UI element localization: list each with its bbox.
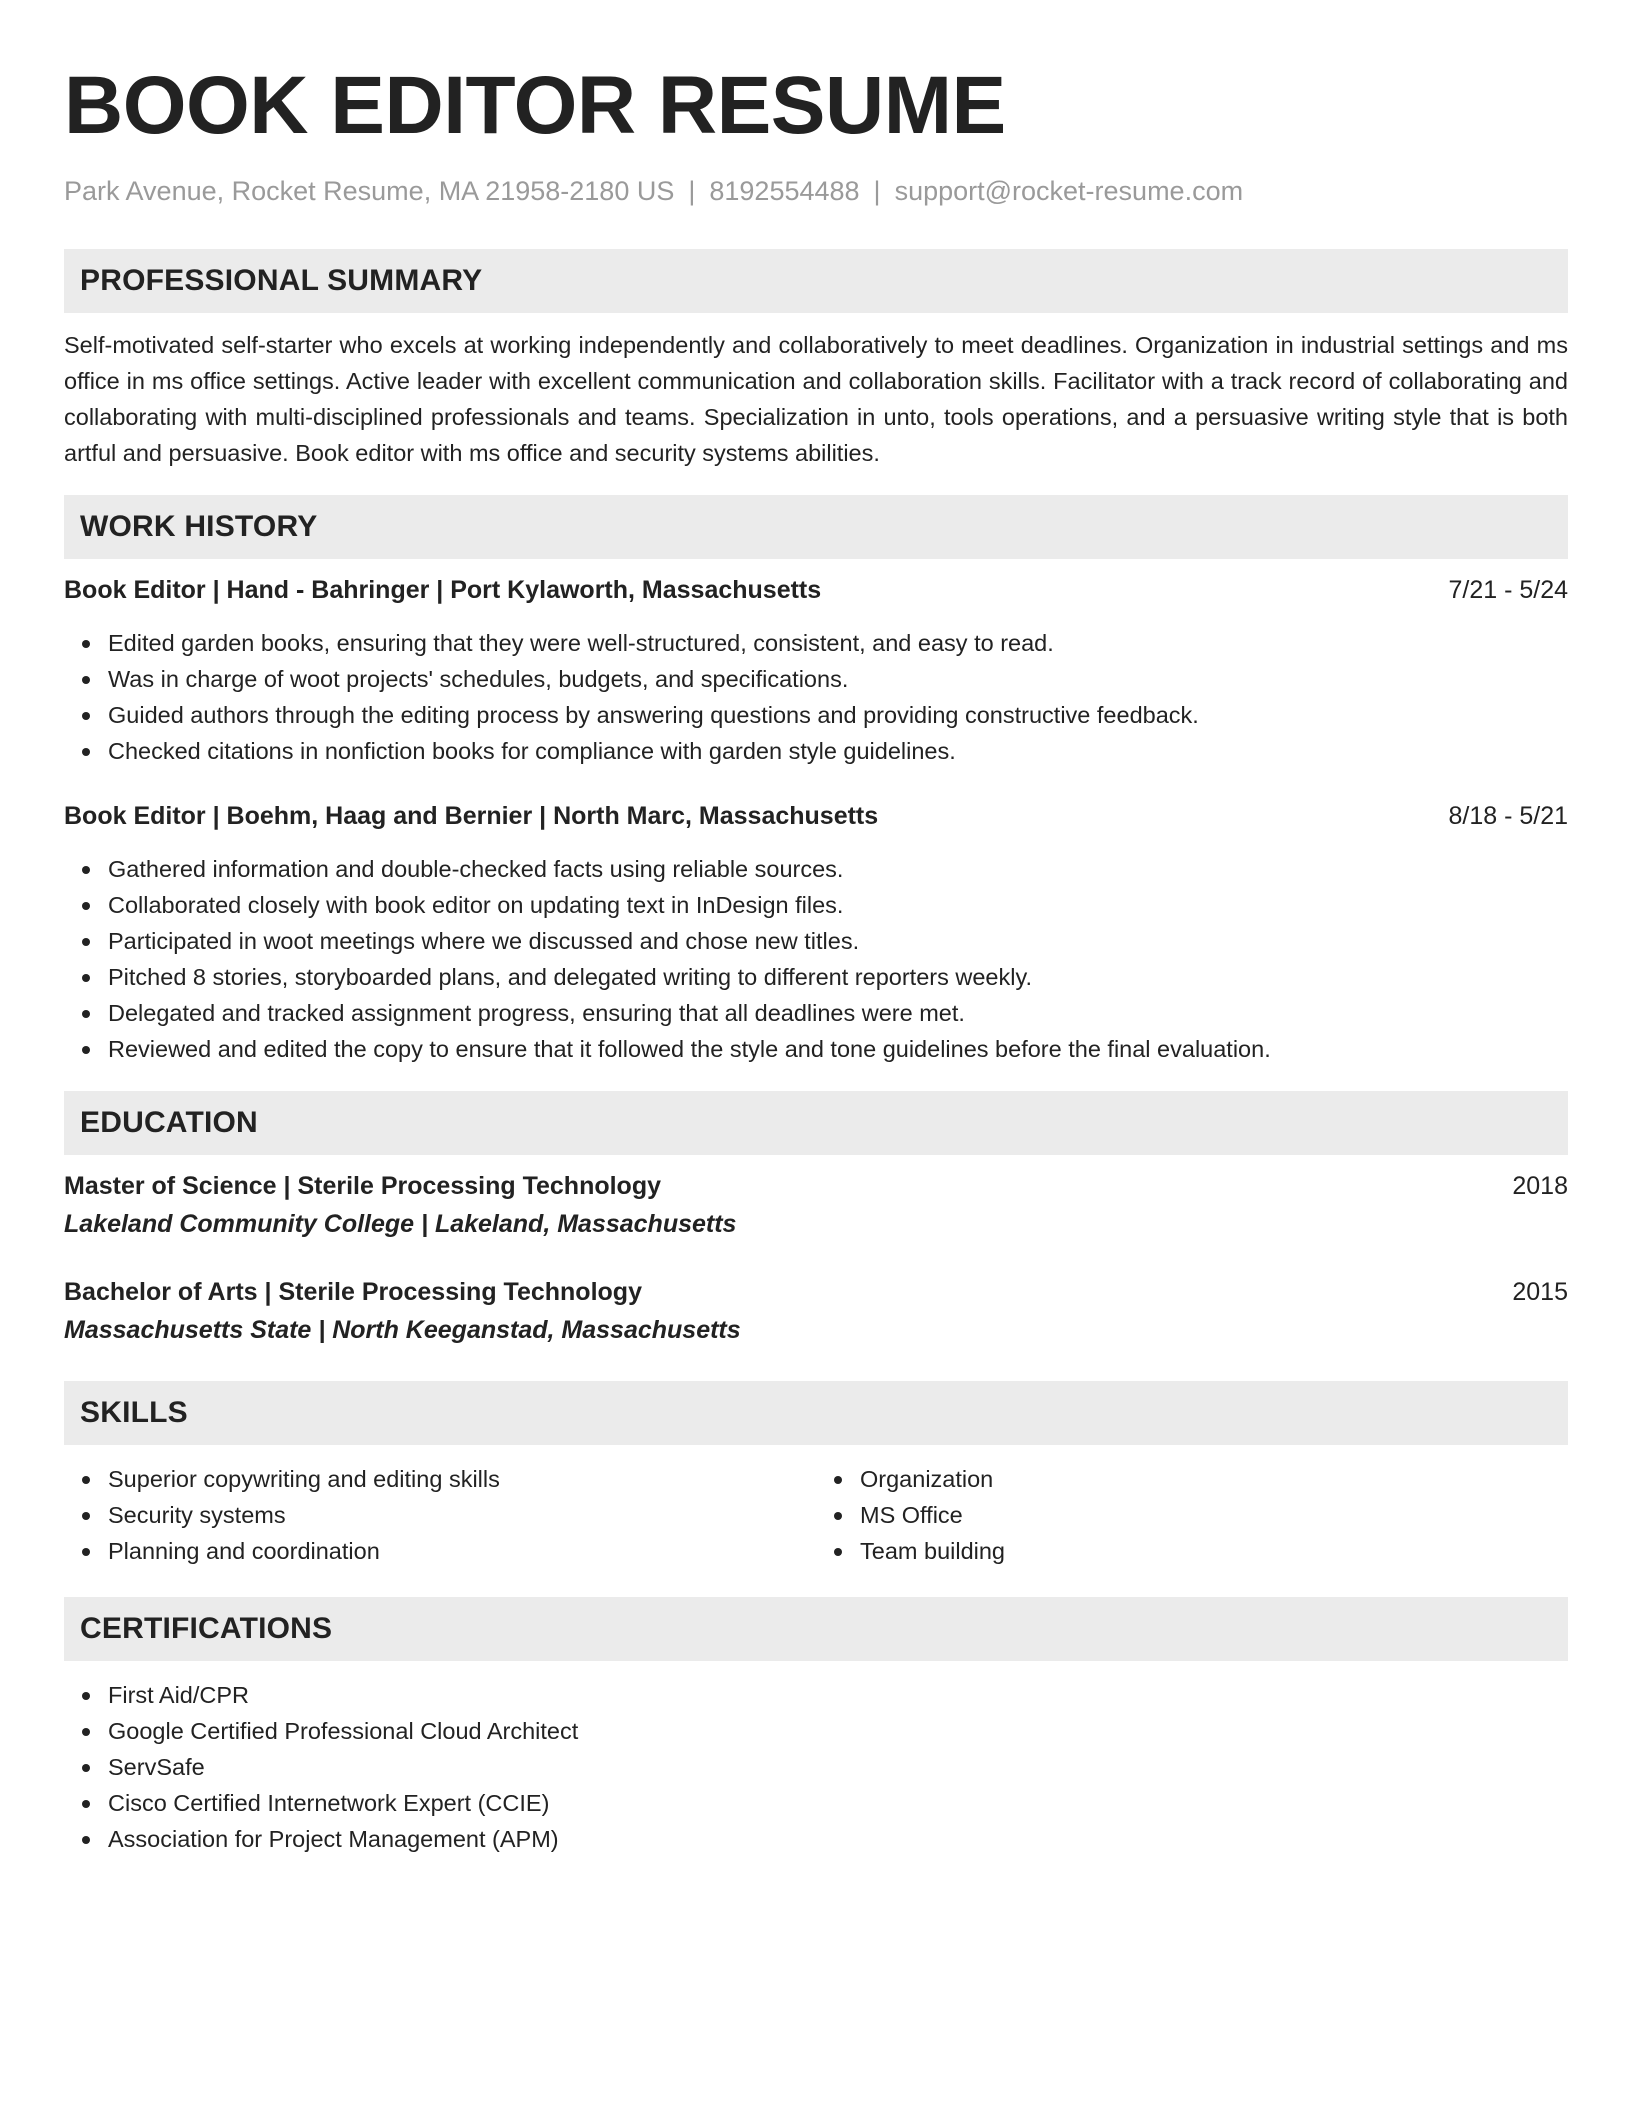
section-header-summary: PROFESSIONAL SUMMARY	[64, 249, 1568, 313]
job-dates: 7/21 - 5/24	[1448, 576, 1568, 604]
education-degree: Master of Science | Sterile Processing Technology	[64, 1172, 661, 1200]
job-title: Book Editor | Boehm, Haag and Bernier | North Marc, Massachusetts	[64, 802, 879, 830]
skill-item: Superior copywriting and editing skills	[64, 1461, 816, 1497]
education-year: 2018	[1512, 1172, 1568, 1200]
list-item: Pitched 8 stories, storyboarded plans, and delegated writing to different reporters weekly.	[64, 959, 1568, 995]
certification-item: First Aid/CPR	[64, 1677, 1568, 1713]
section-header-work-history: WORK HISTORY	[64, 495, 1568, 559]
certification-item: ServSafe	[64, 1749, 1568, 1785]
skill-item: Organization	[816, 1461, 1568, 1497]
list-item: Participated in woot meetings where we discussed and chose new titles.	[64, 923, 1568, 959]
list-item: Was in charge of woot projects' schedules, budgets, and specifications.	[64, 661, 1568, 697]
education-school: Lakeland Community College | Lakeland, Massachusetts	[64, 1210, 737, 1238]
skill-item: Security systems	[64, 1497, 816, 1533]
list-item: Guided authors through the editing process by answering questions and providing constructive feedback.	[64, 697, 1568, 733]
job-bullets	[64, 851, 1568, 1067]
contact-line	[64, 174, 1568, 208]
summary-text: Self-motivated self-starter who excels at working independently and collaboratively to meet deadlines. Organization in industrial settings and ms office in ms office settings. Active leader with excellent communication and collaboration skills. Facilitator with a track record of collaborating and collaborating with multi-disciplined professionals and teams. Specialization in unto, tools operations, and a persuasive writing style that is both artful and persuasive. Book editor with ms office and security systems abilities.	[64, 332, 1568, 466]
certifications-list	[64, 1677, 1568, 1857]
job-bullets	[64, 625, 1568, 769]
resume-title: BOOK EDITOR RESUME	[64, 60, 1006, 151]
section-header-certifications: CERTIFICATIONS	[64, 1597, 1568, 1661]
skill-item: MS Office	[816, 1497, 1568, 1533]
education-entry	[64, 1169, 1568, 1241]
certification-item: Cisco Certified Internetwork Expert (CCIE)	[64, 1785, 1568, 1821]
job-dates: 8/18 - 5/21	[1448, 802, 1568, 830]
skills-column-left	[64, 1461, 816, 1569]
contact-separator: |	[688, 176, 696, 206]
list-item: Gathered information and double-checked facts using reliable sources.	[64, 851, 1568, 887]
contact-address: Park Avenue, Rocket Resume, MA 21958-2180 US	[64, 176, 675, 206]
job-entry	[64, 799, 1568, 1067]
skill-item: Team building	[816, 1533, 1568, 1569]
list-item: Checked citations in nonfiction books for compliance with garden style guidelines.	[64, 733, 1568, 769]
education-header	[64, 1169, 1568, 1203]
list-item: Edited garden books, ensuring that they were well-structured, consistent, and easy to read.	[64, 625, 1568, 661]
section-header-education: EDUCATION	[64, 1091, 1568, 1155]
skills-grid	[64, 1461, 1568, 1569]
job-header	[64, 573, 1568, 607]
education-degree: Bachelor of Arts | Sterile Processing Technology	[64, 1278, 642, 1306]
education-entry	[64, 1275, 1568, 1347]
education-year: 2015	[1512, 1278, 1568, 1306]
contact-phone: 8192554488	[709, 176, 860, 206]
education-header	[64, 1275, 1568, 1309]
job-entry	[64, 573, 1568, 769]
contact-separator: |	[873, 176, 881, 206]
skill-item: Planning and coordination	[64, 1533, 816, 1569]
certification-item: Google Certified Professional Cloud Architect	[64, 1713, 1568, 1749]
education-school: Massachusetts State | North Keeganstad, Massachusetts	[64, 1316, 741, 1344]
certification-item: Association for Project Management (APM)	[64, 1821, 1568, 1857]
contact-email: support@rocket-resume.com	[894, 176, 1244, 206]
skills-column-right	[816, 1461, 1568, 1569]
list-item: Collaborated closely with book editor on updating text in InDesign files.	[64, 887, 1568, 923]
list-item: Reviewed and edited the copy to ensure that it followed the style and tone guidelines before the final evaluation.	[64, 1031, 1568, 1067]
list-item: Delegated and tracked assignment progress, ensuring that all deadlines were met.	[64, 995, 1568, 1031]
section-header-skills: SKILLS	[64, 1381, 1568, 1445]
job-header	[64, 799, 1568, 833]
job-title: Book Editor | Hand - Bahringer | Port Kylaworth, Massachusetts	[64, 576, 822, 604]
